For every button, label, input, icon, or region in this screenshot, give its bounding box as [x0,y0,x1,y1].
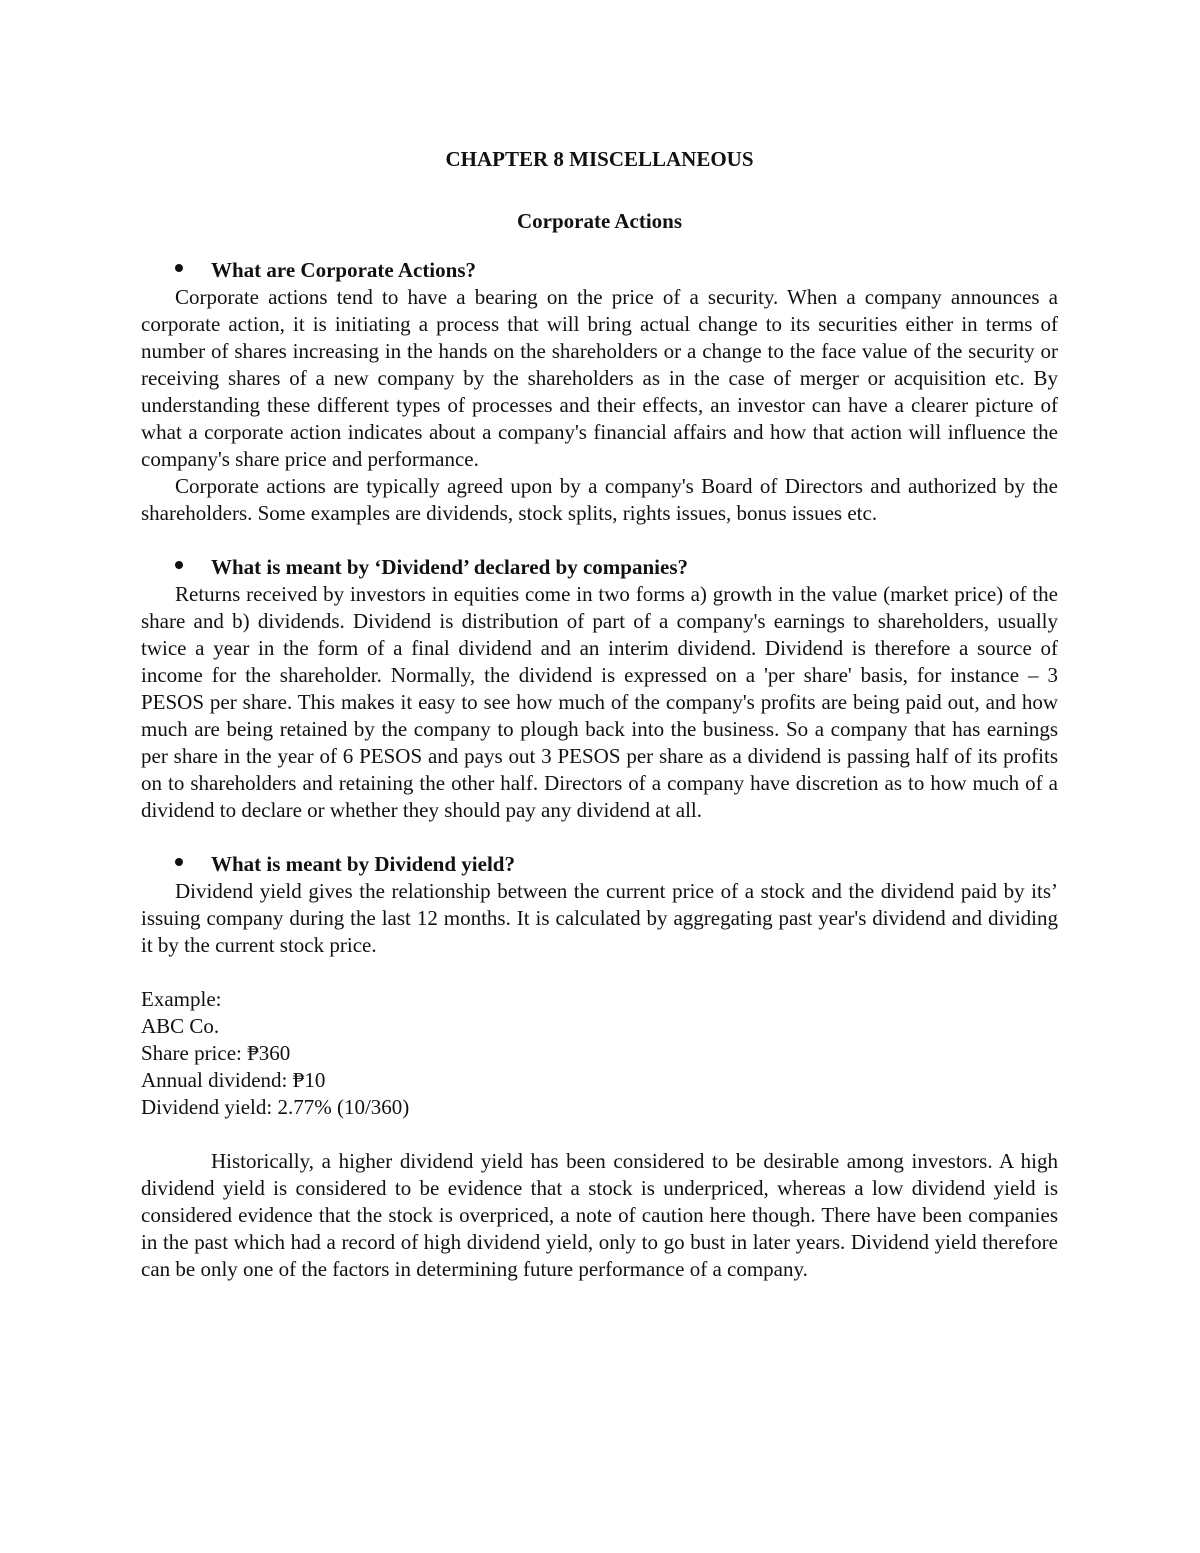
bullet-icon [175,561,183,569]
paragraph: Returns received by investors in equities come in two forms a) growth in the value (market price) of the share and b) dividends. Dividend is distribution of part of a company's earnings to shareholders, usually twice a year in the form of a final dividend and an interim dividend. Dividend is therefore a source of income for the shareholder. Normally, the dividend is expressed on a 'per share' basis, for instance – 3 PESOS per share. This makes it easy to see how much of the company's profits are being paid out, and how much are being retained by the company to plough back into the business. So a company that has earnings per share in the year of 6 PESOS and pays out 3 PESOS per share as a dividend is passing half of its profits on to shareholders and retaining the other half. Directors of a company have discretion as to how much of a dividend to declare or whether they should pay any dividend at all. [141,582,1058,822]
example-share-price: Share price: ₱360 [141,1041,291,1065]
bullet-icon [175,858,183,866]
question-dividend [141,554,1058,824]
chapter-title: CHAPTER 8 MISCELLANEOUS [445,147,754,171]
question-heading [141,554,1058,581]
question-heading-text: What is meant by ‘Dividend’ declared by companies? [211,555,688,579]
question-heading [141,257,1058,284]
example-company: ABC Co. [141,1014,220,1038]
document-page [141,140,1058,1283]
spacer [141,240,1058,257]
spacer [141,527,1058,554]
section-title: Corporate Actions [516,209,683,233]
bullet-icon [175,264,183,272]
paragraph: Corporate actions are typically agreed upon by a company's Board of Directors and authorized by the shareholders. Some examples are dividends, stock splits, rights issues, bonus issues etc. [141,474,1058,525]
example-dividend-yield: Dividend yield: 2.77% (10/360) [141,1095,410,1119]
spacer [141,824,1058,851]
example-block [141,986,1058,1121]
paragraph: Dividend yield gives the relationship between the current price of a stock and the dividend paid by its’ issuing company during the last 12 months. It is calculated by aggregating past year's dividend and dividing it by the current stock price. [141,879,1058,957]
question-what-are-corporate-actions [141,257,1058,527]
example-annual-dividend: Annual dividend: ₱10 [141,1068,326,1092]
spacer [141,959,1058,986]
question-heading [141,851,1058,878]
question-heading-text: What is meant by Dividend yield? [211,852,515,876]
example-label: Example: [141,987,222,1011]
paragraph: Corporate actions tend to have a bearing on the price of a security. When a company announces a corporate action, it is initiating a process that will bring actual change to its securities either in terms of number of shares increasing in the hands on the shareholders or a change to the face value of the security or receiving shares of a new company by the shareholders as in the case of merger or acquisition etc. By understanding these different types of processes and their effects, an investor can have a clearer picture of what a corporate action indicates about a company's financial affairs and how that action will influence the company's share price and performance. [141,285,1058,471]
question-dividend-yield [141,851,1058,959]
question-heading-text: What are Corporate Actions? [211,258,476,282]
closing-paragraph: Historically, a higher dividend yield has been considered to be desirable among investors. A high dividend yield is considered to be evidence that a stock is underpriced, whereas a low dividend yield is considered evidence that the stock is overpriced, a note of caution here though. There have been companies in the past which had a record of high dividend yield, only to go bust in later years. Dividend yield therefore can be only one of the factors in determining future performance of a company. [141,1149,1058,1281]
spacer [141,1121,1058,1148]
